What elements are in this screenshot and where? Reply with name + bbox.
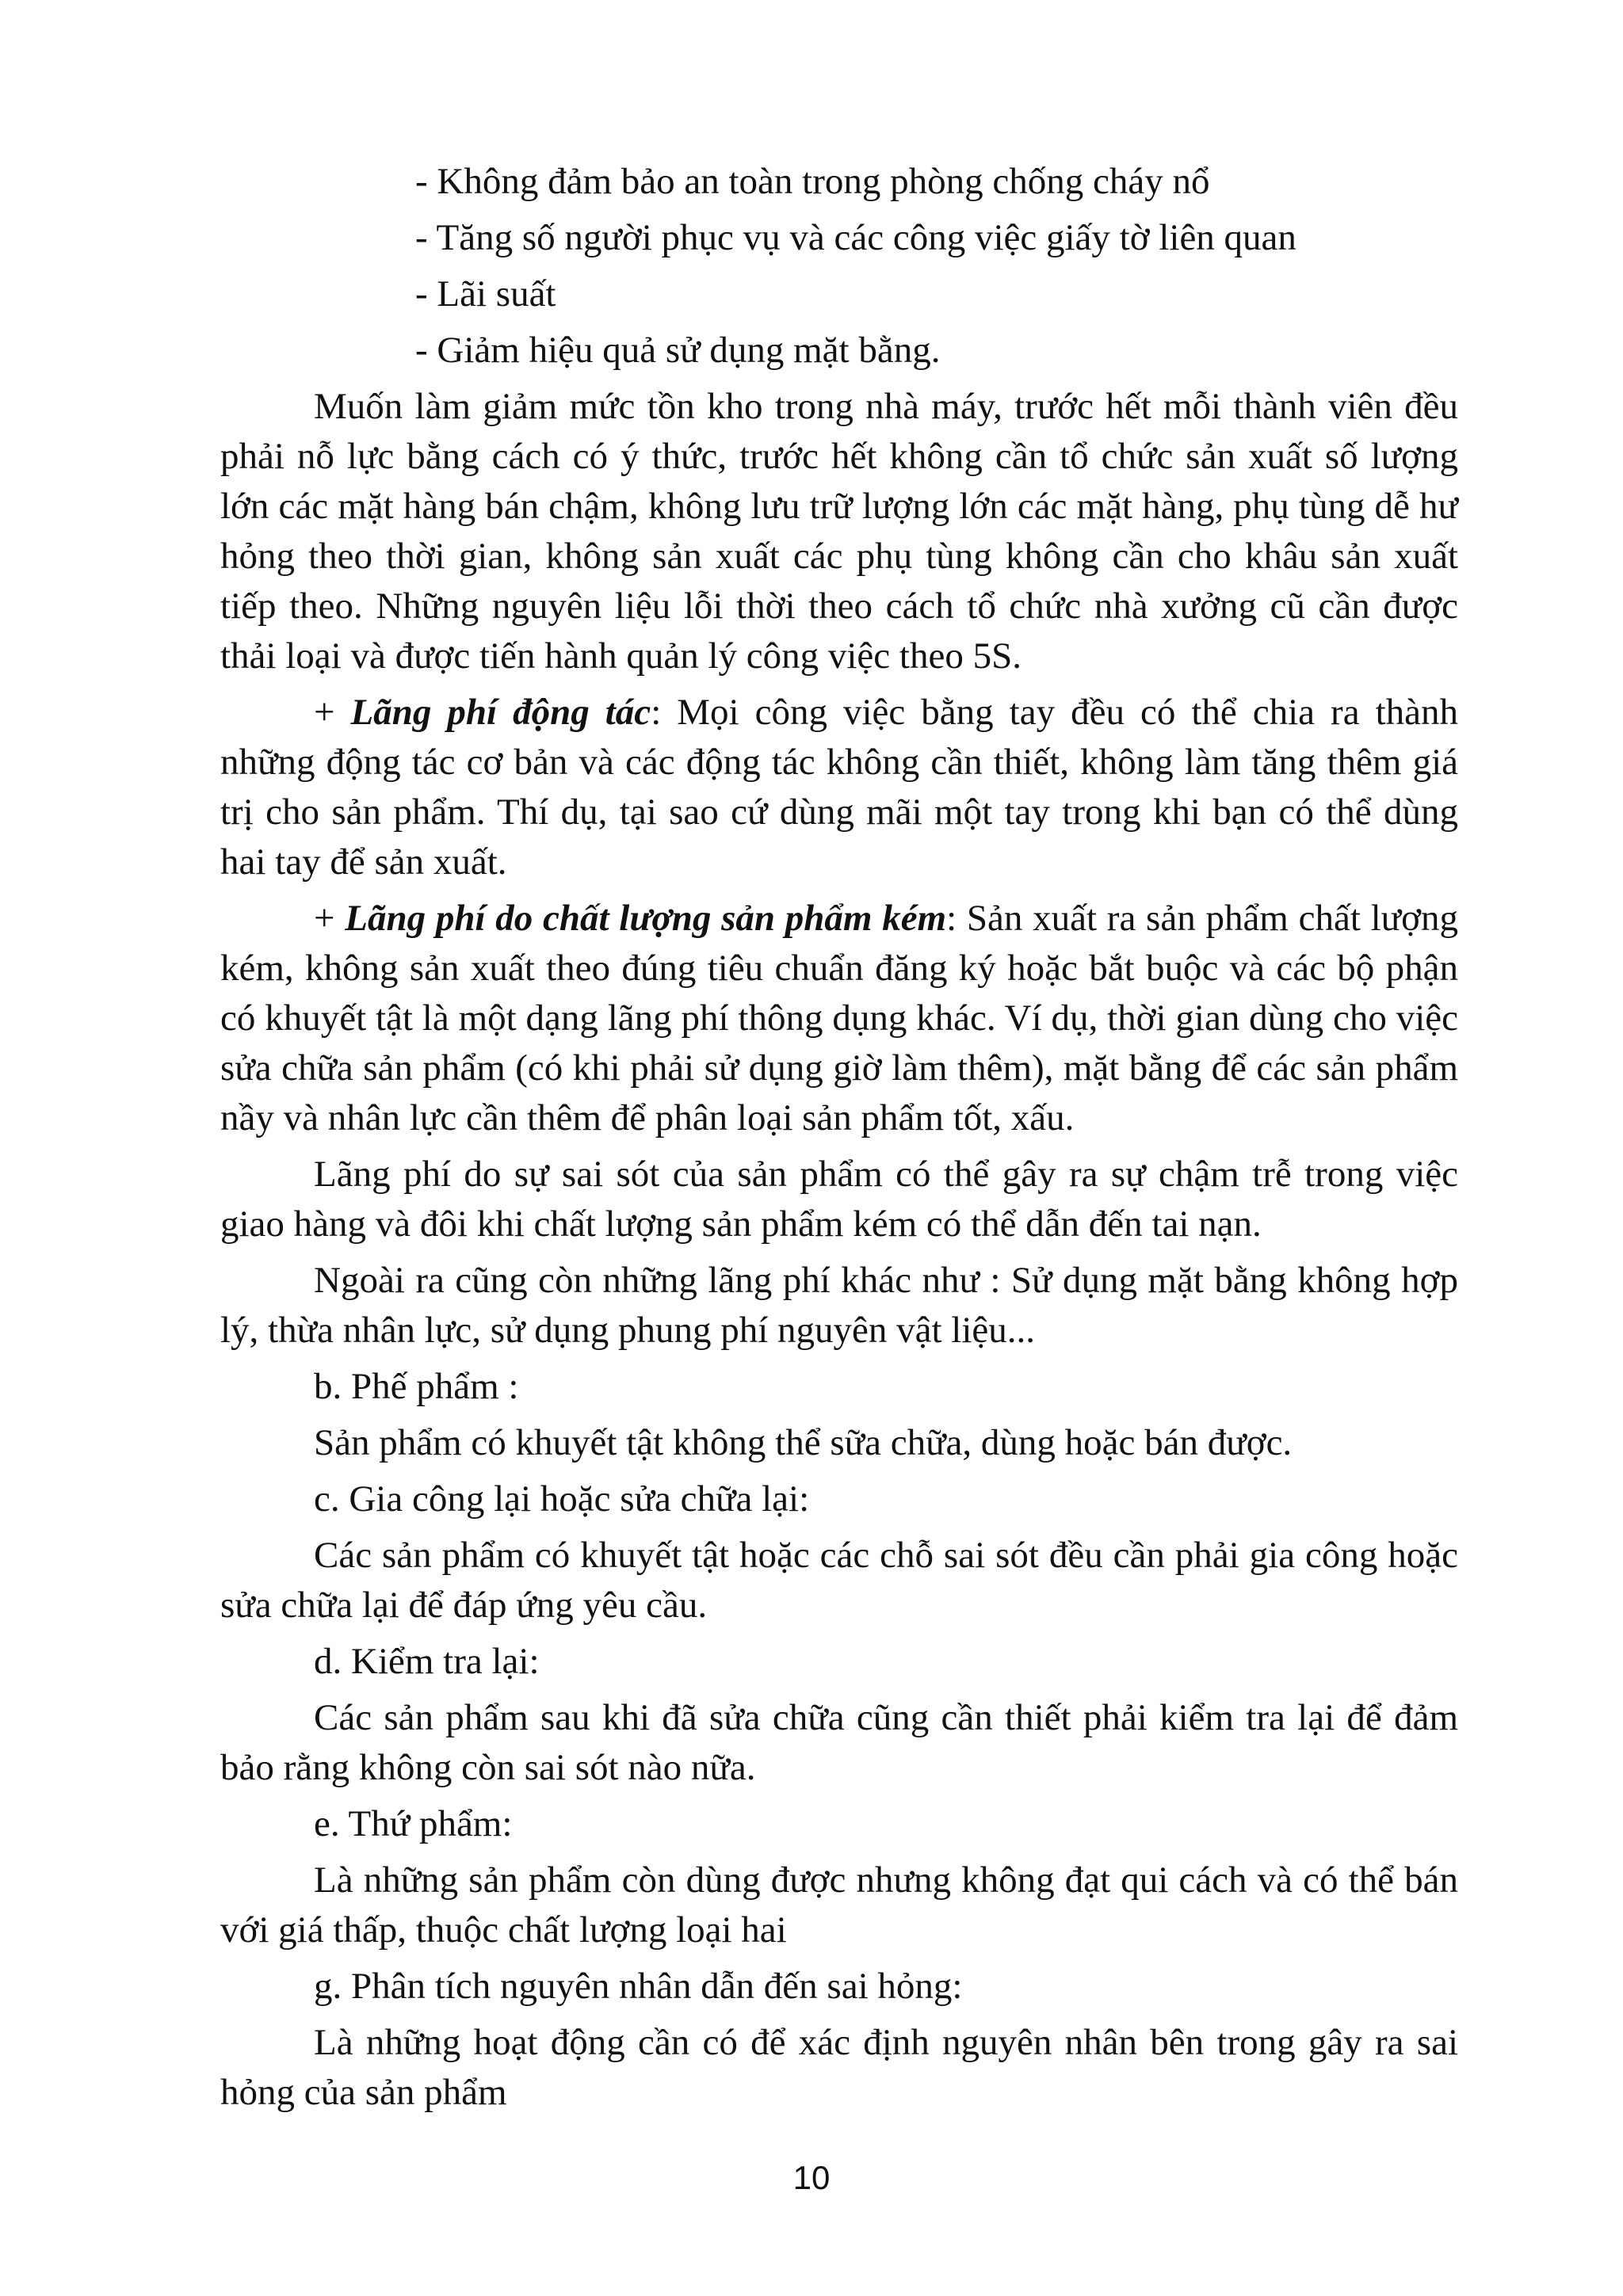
heading-thu-pham: e. Thứ phẩm: [314, 1803, 513, 1844]
paragraph-thu-pham: Là những sản phẩm còn dùng được nhưng không đạt qui cách và có thể bán với giá thấp, thuộc chất lượng loại hai [220, 1859, 1458, 1951]
paragraph-kiem-tra-lai: Các sản phẩm sau khi đã sửa chữa cũng cần thiết phải kiểm tra lại để đảm bảo rằng không còn sai sót nào nữa. [220, 1697, 1458, 1788]
paragraph-phan-tich-nguyen-nhan: Là những hoạt động cần có để xác định nguyên nhân bên trong gây ra sai hỏng của sản phẩm [220, 2022, 1458, 2113]
page-number: 10 [792, 2159, 831, 2196]
page-body [220, 157, 1458, 2124]
heading-phan-tich-nguyen-nhan: g. Phân tích nguyên nhân dẫn đến sai hỏng: [314, 1966, 963, 2007]
term-lang-phi-chat-luong: Lãng phí do chất lượng sản phẩm kém [345, 898, 947, 939]
bullet-item: - Tăng số người phục vụ và các công việc giấy tờ liên quan [415, 217, 1296, 258]
paragraph-prefix: + [314, 898, 346, 939]
paragraph-lang-phi-chat-luong [220, 894, 1458, 1143]
paragraph-sai-sot: Lãng phí do sự sai sót của sản phẩm có thể gây ra sự chậm trễ trong việc giao hàng và đôi khi chất lượng sản phẩm kém có thể dẫn đến tai nạn. [220, 1154, 1458, 1245]
heading-phe-pham: b. Phế phẩm : [314, 1366, 519, 1407]
heading-gia-cong-lai: c. Gia công lại hoặc sửa chữa lại: [314, 1478, 810, 1520]
term-lang-phi-dong-tac: Lãng phí động tác [350, 692, 651, 733]
heading-kiem-tra-lai: d. Kiểm tra lại: [314, 1641, 540, 1682]
bullet-item: - Không đảm bảo an toàn trong phòng chống cháy nổ [415, 161, 1210, 202]
paragraph-ton-kho: Muốn làm giảm mức tồn kho trong nhà máy, trước hết mỗi thành viên đều phải nỗ lực bằng cách có ý thức, trước hết không cần tổ chức sản xuất số lượng lớn các mặt hàng bán chậm, không lưu trữ lượng lớn các mặt hàng, phụ tùng dễ hư hỏng theo thời gian, không sản xuất các phụ tùng không cần cho khâu sản xuất tiếp theo. Những nguyên liệu lỗi thời theo cách tổ chức nhà xưởng cũ cần được thải loại và được tiến hành quản lý công việc theo 5S. [220, 386, 1458, 677]
paragraph-ngoai-ra: Ngoài ra cũng còn những lãng phí khác như : Sử dụng mặt bằng không hợp lý, thừa nhân lực, sử dụng phung phí nguyên vật liệu... [220, 1260, 1458, 1351]
bullet-item: - Lãi suất [415, 273, 556, 315]
paragraph-text: : Mọi công việc bằng tay đều có thể chia ra thành những động tác cơ bản và các động tác không cần thiết, không làm tăng thêm giá trị cho sản phẩm. Thí dụ, tại sao cứ dùng mãi một tay trong khi bạn có thể dùng hai tay để sản xuất. [220, 692, 1459, 883]
paragraph-gia-cong-lai: Các sản phẩm có khuyết tật hoặc các chỗ sai sót đều cần phải gia công hoặc sửa chữa lại để đáp ứng yêu cầu. [220, 1535, 1458, 1626]
paragraph-prefix: + [314, 692, 351, 733]
paragraph-phe-pham: Sản phẩm có khuyết tật không thể sữa chữa, dùng hoặc bán được. [314, 1422, 1293, 1463]
paragraph-text: : Sản xuất ra sản phẩm chất lượng kém, không sản xuất theo đúng tiêu chuẩn đăng ký hoặc bắt buộc và các bộ phận có khuyết tật là một dạng lãng phí thông dụng khác. Ví dụ, thời gian dùng cho việc sửa chữa sản phẩm (có khi phải sử dụng giờ làm thêm), mặt bằng để các sản phẩm nầy và nhân lực cần thêm để phân loại sản phẩm tốt, xấu. [220, 898, 1458, 1138]
bullet-item: - Giảm hiệu quả sử dụng mặt bằng. [415, 330, 941, 371]
paragraph-lang-phi-dong-tac [220, 688, 1458, 887]
